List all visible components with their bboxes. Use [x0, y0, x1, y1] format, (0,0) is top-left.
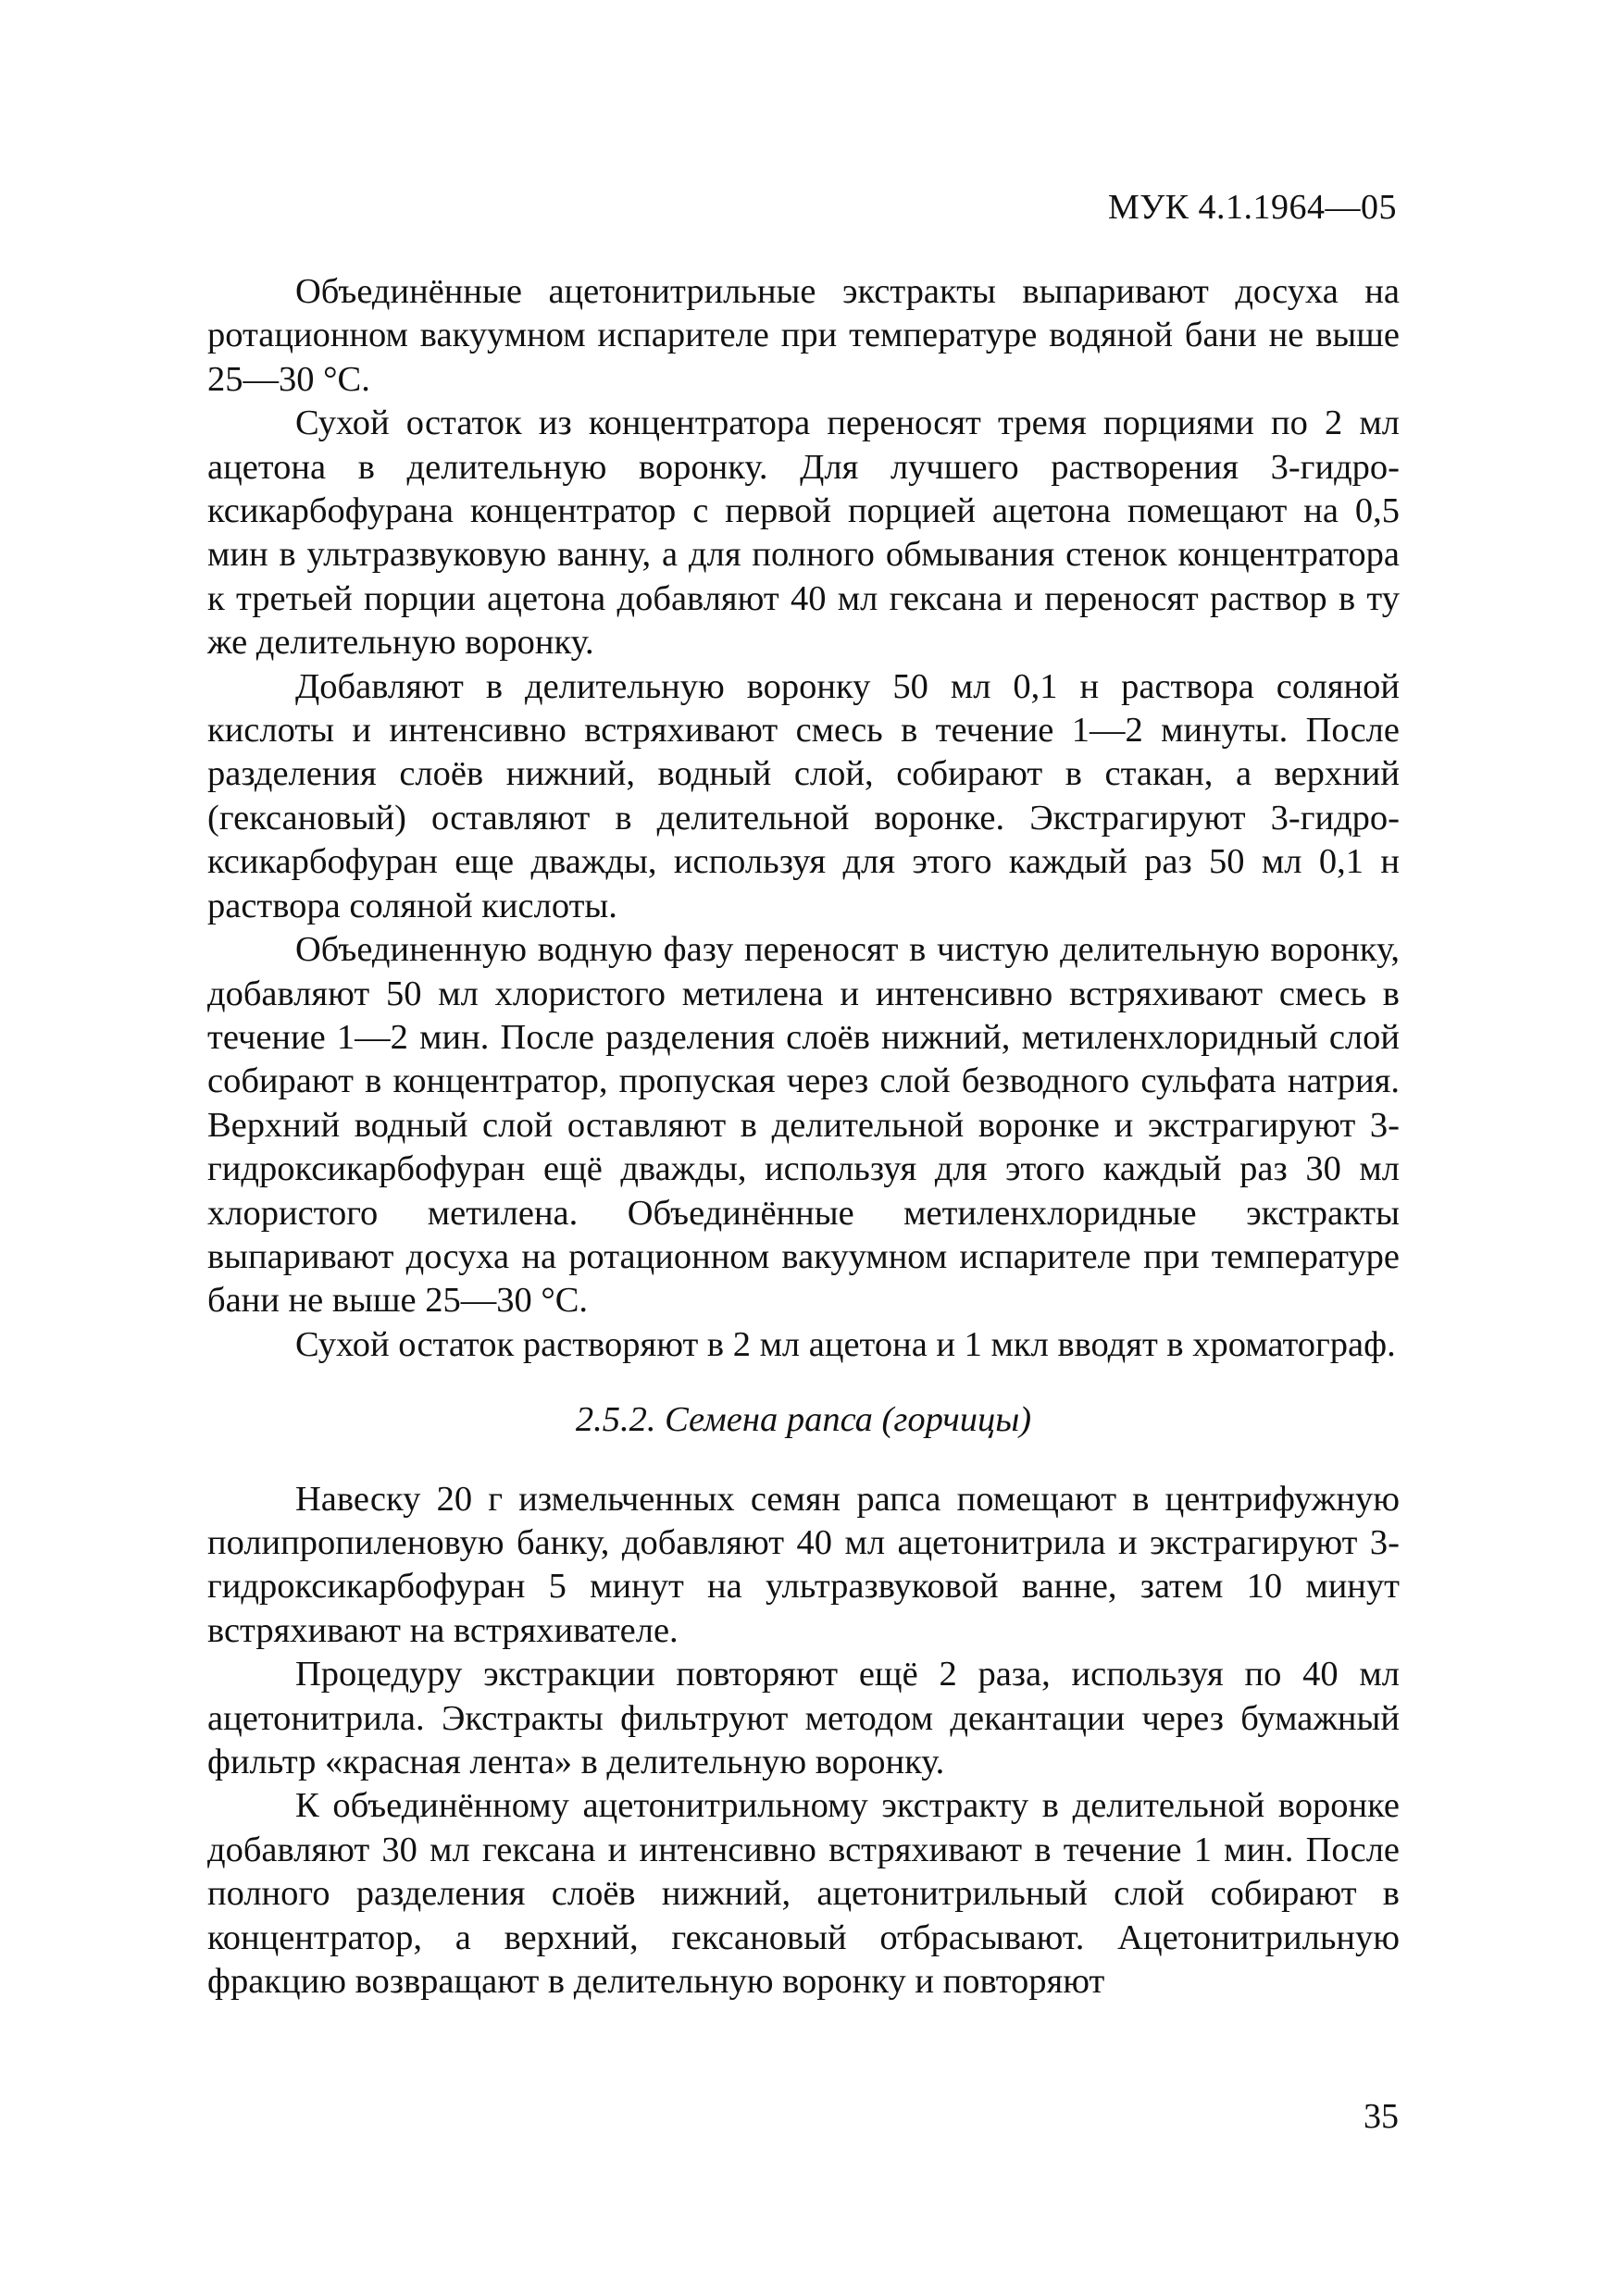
paragraph: Сухой остаток из концентратора переносят тремя порциями по 2 мл ацетона в делительную воронку. Для лучшего растворения 3-гидроксикарбофурана концентратор с первой порцией ацетона помещают на 0,5 мин в ультразвуковую ванну, а для полного обмывания стенок концентратора к третьей порции ацетона добавляют 40 мл гексана и переносят раствор в ту же делительную воронку.: [207, 403, 1400, 663]
page-number: 35: [1364, 2097, 1399, 2136]
paragraph: К объединённому ацетонитрильному экстракту в делительной воронке добавляют 30 мл гексана и интенсивно встряхивают в течение 1 мин. После полного разделения слоёв нижний, ацетонитрильный слой собирают в концентратор, а верхний, гексановый отбрасывают. Ацетонитрильную фракцию возвращают в делительную воронку и повторяют: [207, 1786, 1400, 2002]
document-code-header: МУК 4.1.1964—05: [1107, 188, 1397, 227]
section-heading: 2.5.2. Семена рапса (горчицы): [575, 1400, 1032, 1440]
page-body: [207, 270, 1400, 2004]
paragraph: Объединённые ацетонитрильные экстракты выпаривают досуха на ротационном вакуумном испарителе при температуре водяной бани не выше 25—30 °С.: [207, 272, 1400, 399]
paragraph: Процедуру экстракции повторяют ещё 2 раза, используя по 40 мл ацетонитрила. Экстракты фильтруют методом декантации через бумажный фильтр «красная лента» в делительную воронку.: [207, 1655, 1400, 1781]
paragraph: Сухой остаток растворяют в 2 мл ацетона и 1 мкл вводят в хроматограф.: [295, 1324, 1396, 1364]
paragraph: Объединенную водную фазу переносят в чистую делительную воронку, добавляют 50 мл хлористого метилена и интенсивно встряхивают смесь в течение 1—2 мин. После разделения слоёв нижний, метиленхлоридный слой собирают в концентратор, пропуская через слой безводного сульфата натрия. Верхний водный слой оставляют в делительной воронке и экстрагируют 3-гидроксикарбофуран ещё дважды, используя для этого каждый раз 30 мл хлористого метилена. Объединённые метиленхлоридные экстракты выпаривают досуха на ротационном вакуумном испарителе при температуре бани не выше 25—30 °С.: [207, 930, 1400, 1321]
paragraph: Добавляют в делительную воронку 50 мл 0,1 н раствора соляной кислоты и интенсивно встряхивают смесь в течение 1—2 минуты. После разделения слоёв нижний, водный слой, собирают в стакан, а верхний (гексановый) оставляют в делительной воронке. Экстрагируют 3-гидроксикарбофуран еще дважды, используя для этого каждый раз 50 мл 0,1 н раствора соляной кислоты.: [207, 666, 1400, 925]
paragraph: Навеску 20 г измельченных семян рапса помещают в центрифужную полипропиленовую банку, добавляют 40 мл ацетонитрила и экстрагируют 3-гидроксикарбофуран 5 минут на ультразвуковой ванне, затем 10 минут встряхивают на встряхивателе.: [207, 1479, 1400, 1650]
